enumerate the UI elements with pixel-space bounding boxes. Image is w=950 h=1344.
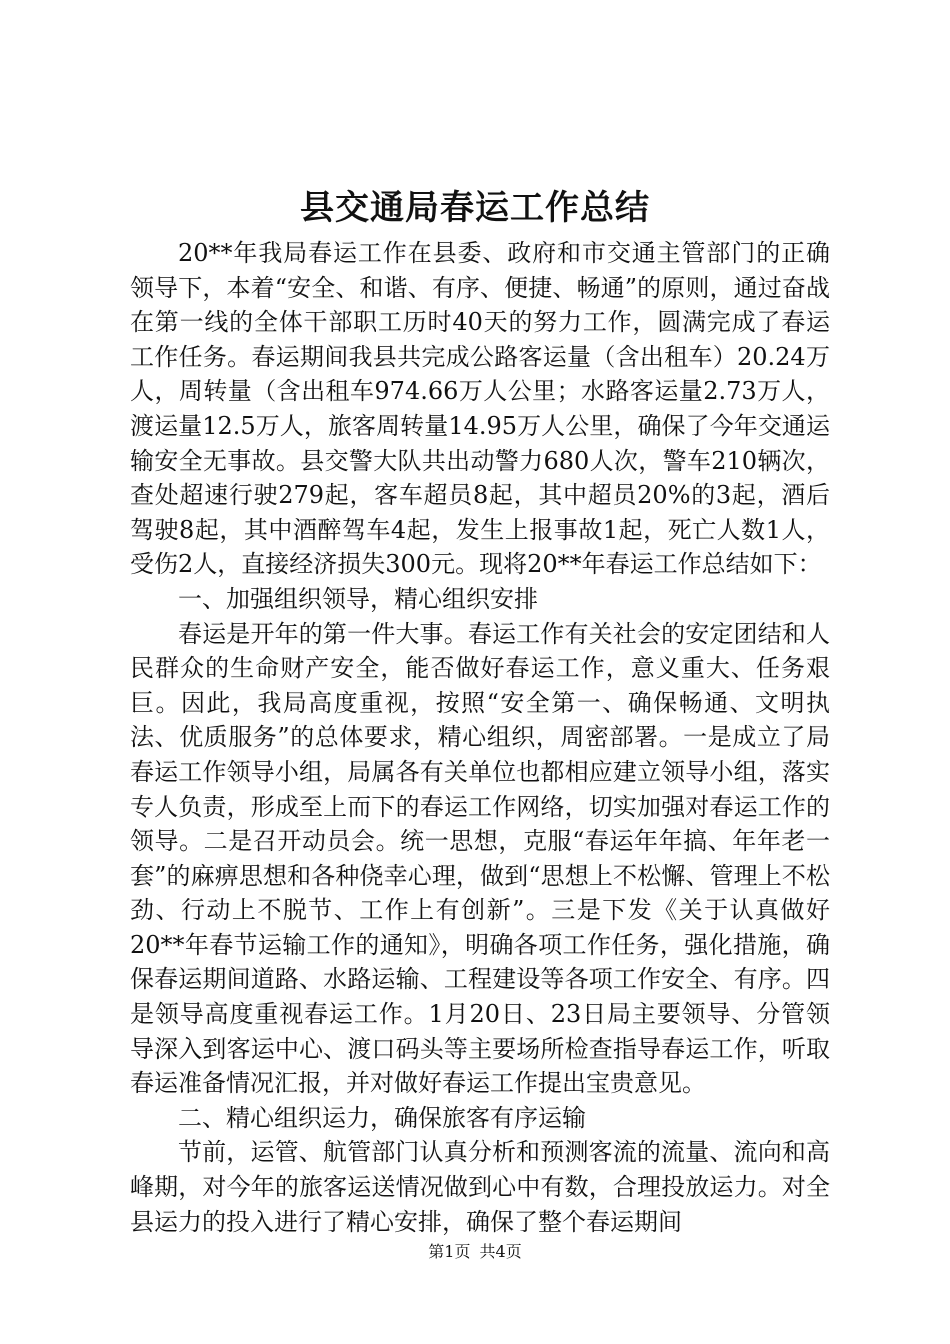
section-heading-1: 一、加强组织领导，精心组织安排 [178, 584, 538, 613]
section-2-paragraph: 节前，运管、航管部门认真分析和预测客流的流量、流向和高峰期，对今年的旅客运送情况做到心中有数，合理投放运力。对全县运力的投入进行了精心安排，确保了整个春运期间 [130, 1138, 830, 1236]
document-body [130, 236, 830, 1239]
section-heading-2: 二、精心组织运力，确保旅客有序运输 [178, 1103, 586, 1132]
intro-paragraph: 20**年我局春运工作在县委、政府和市交通主管部门的正确领导下，本着“安全、和谐、有序、便捷、畅通”的原则，通过奋战在第一线的全体干部职工历时40天的努力工作，圆满完成了春运工作任务。春运期间我县共完成公路客运量（含出租车）20.24万人，周转量（含出租车974.66万人公里；水路客运量2.73万人，渡运量12.5万人，旅客周转量14.95万人公里，确保了今年交通运输安全无事故。县交警大队共出动警力680人次，警车210辆次，查处超速行驶279起，客车超员8起，其中超员20%的3起，酒后驾驶8起，其中酒醉驾车4起，发生上报事故1起，死亡人数1人，受伤2人，直接经济损失300元。现将20**年春运工作总结如下： [130, 239, 830, 579]
page-total: 共4页 [479, 1242, 522, 1261]
page-number: 第1页 [428, 1242, 471, 1261]
page-footer [0, 1240, 950, 1264]
section-1-paragraph: 春运是开年的第一件大事。春运工作有关社会的安定团结和人民群众的生命财产安全，能否做好春运工作，意义重大、任务艰巨。因此，我局高度重视，按照“安全第一、确保畅通、文明执法、优质服务”的总体要求，精心组织，周密部署。一是成立了局春运工作领导小组，局属各有关单位也都相应建立领导小组，落实专人负责，形成至上而下的春运工作网络，切实加强对春运工作的领导。二是召开动员会。统一思想，克服“春运年年搞、年年老一套”的麻痹思想和各种侥幸心理，做到“思想上不松懈、管理上不松劲、行动上不脱节、工作上有创新”。三是下发《关于认真做好20**年春节运输工作的通知》，明确各项工作任务，强化措施，确保春运期间道路、水路运输、工程建设等各项工作安全、有序。四是领导高度重视春运工作。1月20日、23日局主要领导、分管领导深入到客运中心、渡口码头等主要场所检查指导春运工作，听取春运准备情况汇报，并对做好春运工作提出宝贵意见。 [130, 619, 830, 1098]
document-title: 县交通局春运工作总结 [300, 188, 650, 228]
